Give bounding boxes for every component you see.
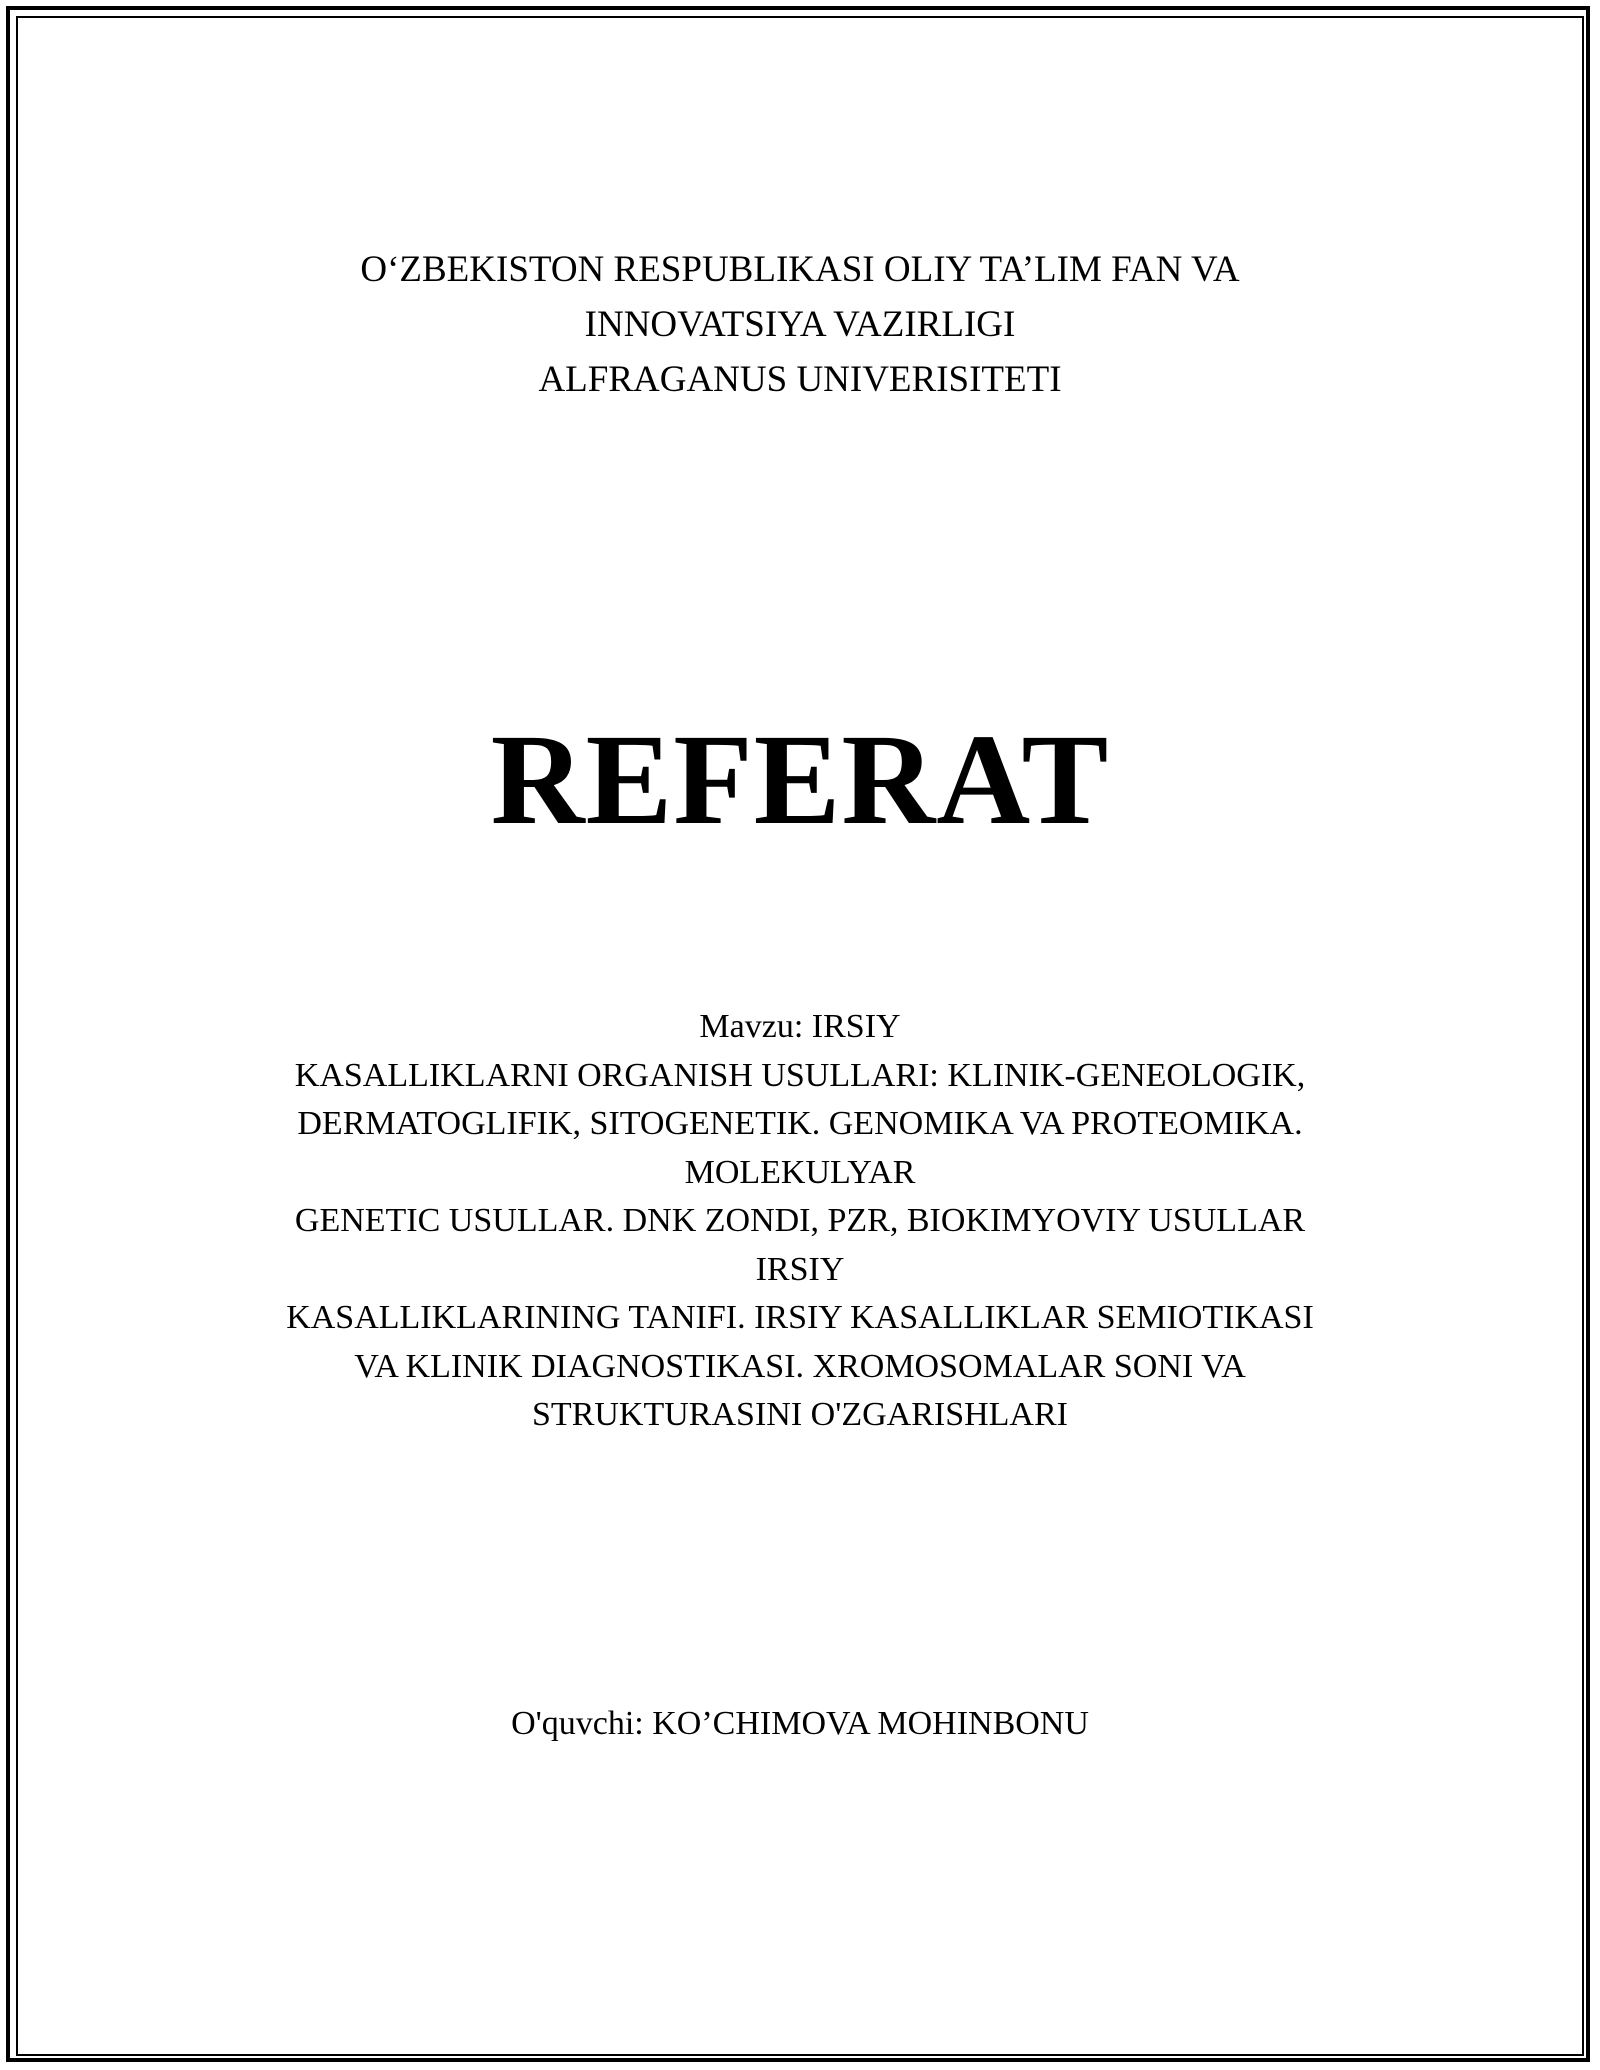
topic-line: MOLEKULYAR xyxy=(684,1153,916,1191)
header-line: O‘ZBEKISTON RESPUBLIKASI OLIY TA’LIM FAN VA xyxy=(360,249,1240,290)
document-title: REFERAT xyxy=(490,708,1110,852)
topic-line: DERMATOGLIFIK, SITOGENETIK. GENOMIKA VA PROTEOMIKA. xyxy=(297,1105,1303,1142)
student-name: O'quvchi: KO’CHIMOVA MOHINBONU xyxy=(511,1705,1089,1742)
header-line: INNOVATSIYA VAZIRLIGI xyxy=(584,304,1016,345)
topic-line: GENETIC USULLAR. DNK ZONDI, PZR, BIOKIMYOVIY USULLAR xyxy=(294,1202,1306,1239)
topic-line: IRSIY xyxy=(755,1250,845,1288)
topic-line: KASALLIKLARNI ORGANISH USULLARI: KLINIK-GENEOLOGIK, xyxy=(294,1056,1306,1094)
topic-line: KASALLIKLARINING TANIFI. IRSIY KASALLIKLAR SEMIOTIKASI xyxy=(286,1299,1314,1336)
header-line: ALFRAGANUS UNIVERISITETI xyxy=(538,359,1062,400)
topic-line: Mavzu: IRSIY xyxy=(699,1008,901,1045)
topic-line: STRUKTURASINI O'ZGARISHLARI xyxy=(532,1396,1068,1433)
topic-line: VA KLINIK DIAGNOSTIKASI. XROMOSOMALAR SONI VA xyxy=(354,1347,1246,1385)
topic-block xyxy=(0,1003,1600,1440)
ministry-header xyxy=(0,242,1600,407)
